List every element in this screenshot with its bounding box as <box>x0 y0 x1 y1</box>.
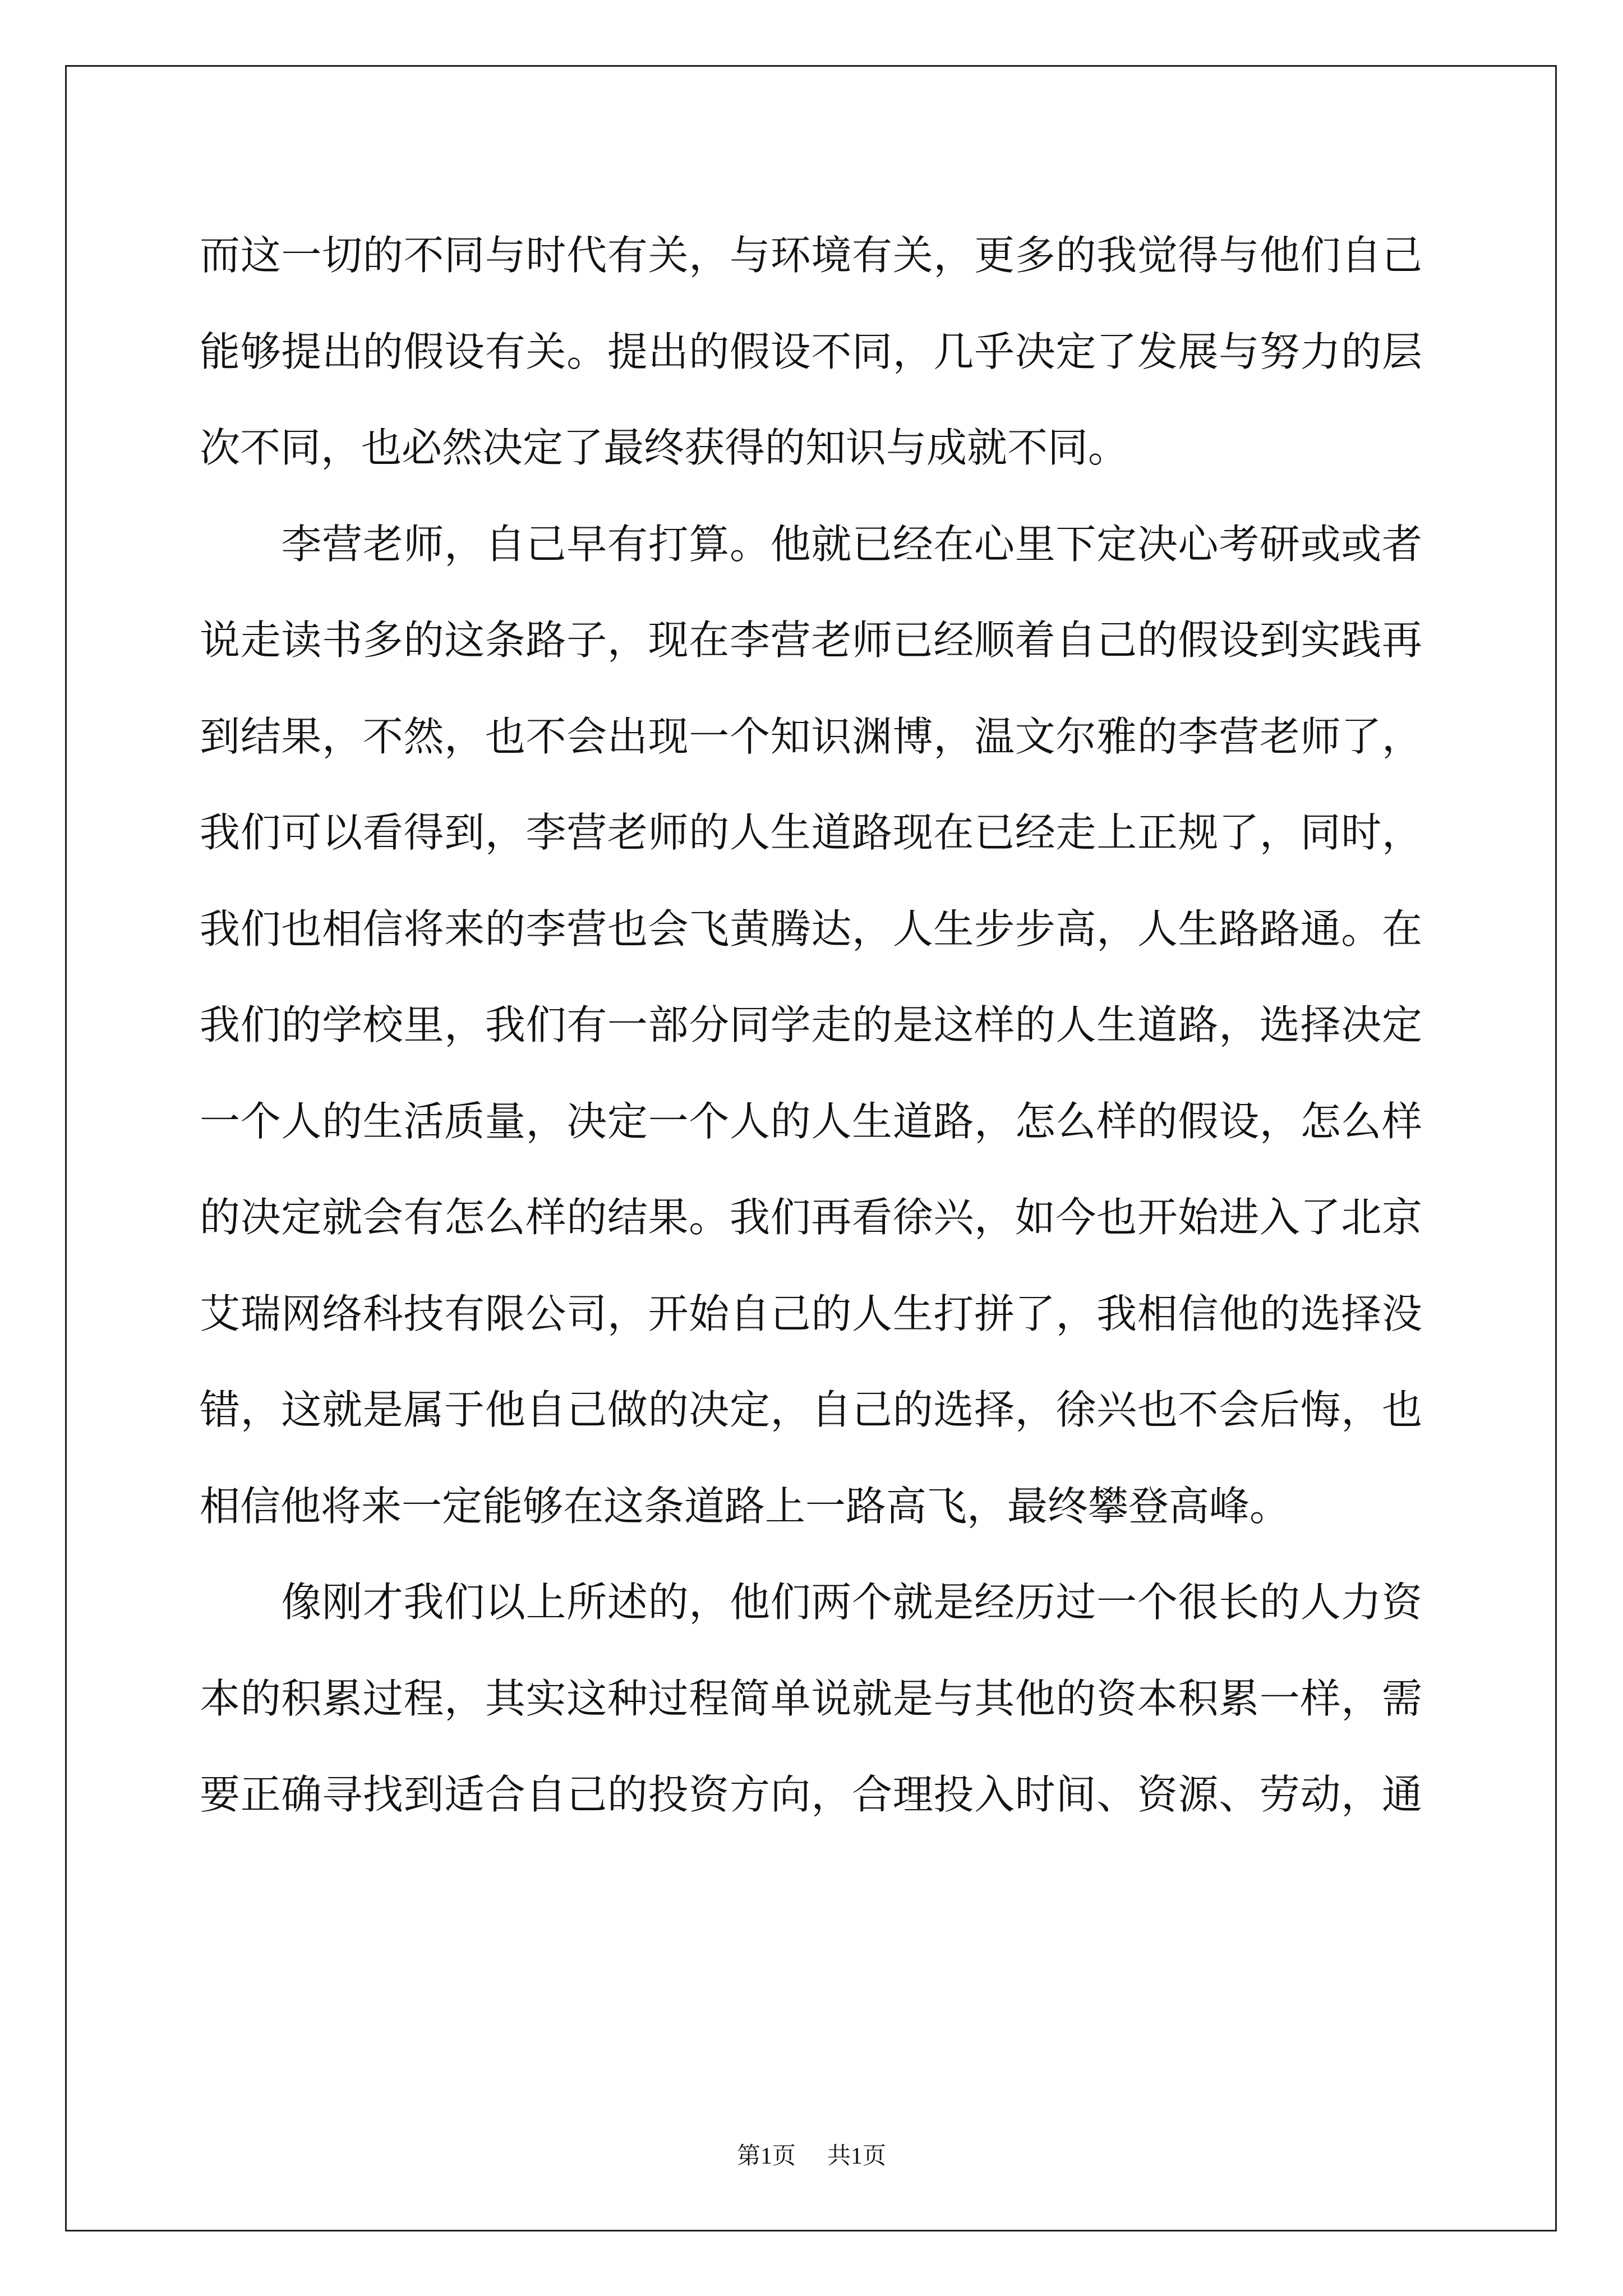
text-line: 艾瑞网络科技有限公司，开始自己的人生打拼了，我相信他的选择没 <box>200 1290 1422 1337</box>
text-line: 相信他将来一定能够在这条道路上一路高飞，最终攀登高峰。 <box>200 1482 1290 1530</box>
text-line: 而这一切的不同与时代有关，与环境有关，更多的我觉得与他们自己 <box>200 232 1422 279</box>
text-line: 我们的学校里，我们有一部分同学走的是这样的人生道路，选择决定 <box>200 1001 1422 1048</box>
text-line: 李营老师，自己早有打算。他就已经在心里下定决心考研或或者 <box>200 520 1422 568</box>
text-line: 一个人的生活质量，决定一个人的人生道路，怎么样的假设，怎么样 <box>200 1097 1422 1145</box>
page-number: 第1页 <box>736 2143 796 2169</box>
page-total: 共1页 <box>827 2143 887 2169</box>
text-line: 错，这就是属于他自己做的决定，自己的选择，徐兴也不会后悔，也 <box>200 1386 1422 1433</box>
text-line: 要正确寻找到适合自己的投资方向，合理投入时间、资源、劳动，通 <box>200 1771 1422 1818</box>
text-line: 到结果，不然，也不会出现一个知识渊博，温文尔雅的李营老师了， <box>200 712 1422 760</box>
text-line: 次不同，也必然决定了最终获得的知识与成就不同。 <box>200 424 1129 471</box>
text-line: 我们可以看得到，李营老师的人生道路现在已经走上正规了，同时， <box>200 809 1422 856</box>
text-line: 像刚才我们以上所述的，他们两个就是经历过一个很长的人力资 <box>200 1579 1422 1626</box>
text-line: 我们也相信将来的李营也会飞黄腾达，人生步步高，人生路路通。在 <box>200 905 1422 953</box>
document-body <box>200 208 1422 1843</box>
page-footer <box>0 2137 1623 2171</box>
text-line: 说走读书多的这条路子，现在李营老师已经顺着自己的假设到实践再 <box>200 616 1422 664</box>
text-line: 本的积累过程，其实这种过程简单说就是与其他的资本积累一样，需 <box>200 1674 1422 1722</box>
text-line: 的决定就会有怎么样的结果。我们再看徐兴，如今也开始进入了北京 <box>200 1194 1422 1241</box>
text-line: 能够提出的假设有关。提出的假设不同，几乎决定了发展与努力的层 <box>200 328 1422 375</box>
